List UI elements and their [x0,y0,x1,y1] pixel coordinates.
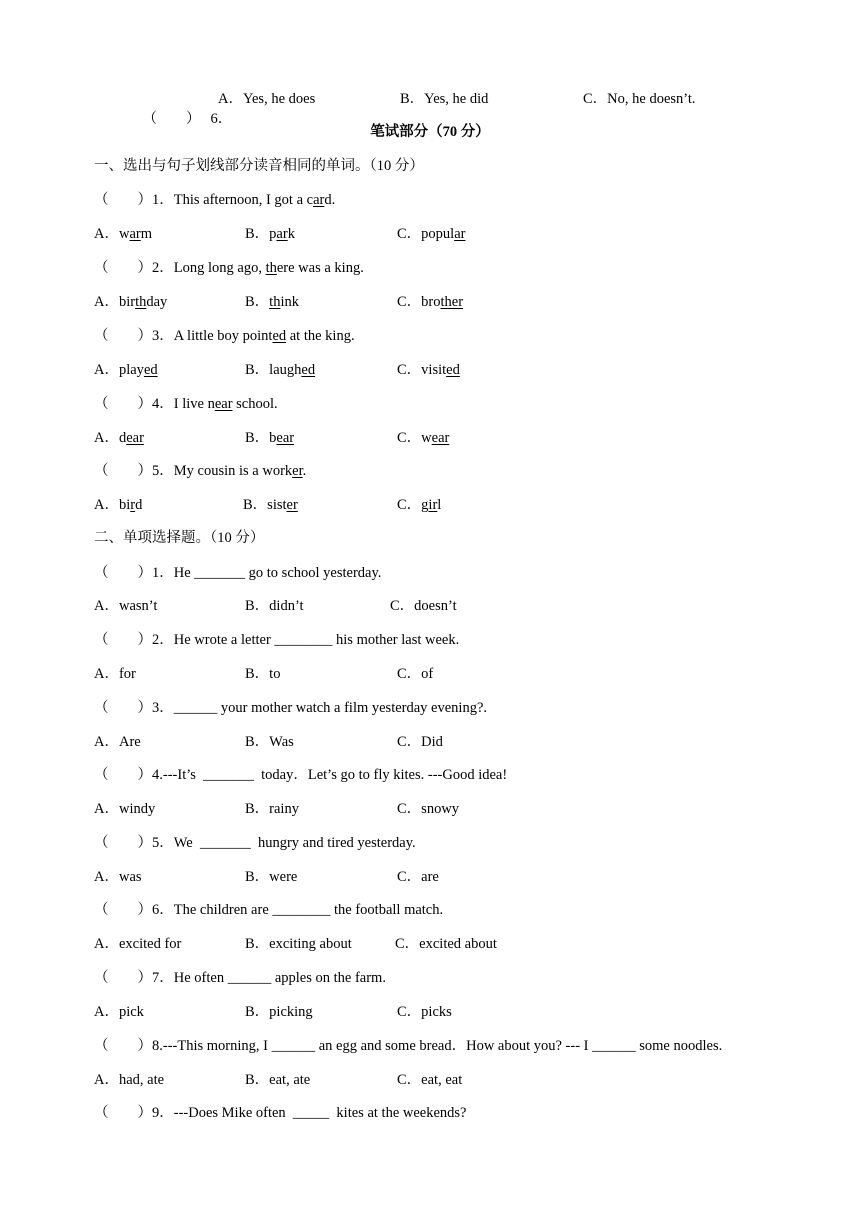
answer-paren: （ ） [94,463,152,479]
answer-paren: （ ） [94,767,152,783]
stem-text: at the king. [286,328,355,344]
option-b: B．think [245,294,299,310]
option-a: A．Yes, he does [218,91,316,107]
underlined-sound: ear [214,396,233,412]
underlined-sound: th [265,260,277,276]
s2-question-5 [94,833,416,853]
option-b: B．eat, ate [245,1072,311,1088]
option-b: B．picking [245,1004,313,1020]
stem-text: 8.---This morning, I ______ an egg and some bread．How about you? --- I ______ some noodles. [152,1038,723,1054]
s1-question-4 [94,394,278,414]
stem-text: 2．Long long ago, [152,260,266,276]
option-b: B．bear [245,430,295,446]
answer-paren: （ ） [94,970,152,986]
option-a: A．wasn’t [94,598,158,614]
option-c: C．of [397,666,434,682]
option-b: B．were [245,869,298,885]
option-a: A．birthday [94,294,168,310]
question-top-6 [128,89,233,127]
option-a: A．played [94,362,158,378]
stem-text: 5．We _______ hungry and tired yesterday. [152,835,416,851]
written-part-title: 笔试部分（70 分） [370,124,490,140]
option-b: B．laughed [245,362,316,378]
answer-paren: （ ） [94,396,152,412]
s2-question-2 [94,630,459,650]
underlined-sound: ar [313,192,325,208]
option-b: B．rainy [245,801,299,817]
stem-text: . [302,463,307,479]
s2-question-1 [94,563,381,583]
stem-text: school. [232,396,278,412]
answer-paren: （ ） [94,1105,152,1121]
option-c: C．Did [397,734,443,750]
stem-text: 2．He wrote a letter ________ his mother last week. [152,632,460,648]
s1-question-5 [94,461,306,481]
option-c: C．wear [397,430,450,446]
option-b: B．didn’t [245,598,304,614]
option-c: C．excited about [395,936,497,952]
s2-question-9 [94,1103,466,1123]
option-c: C．visited [397,362,460,378]
s2-question-7 [94,968,386,988]
section2-title: 二、单项选择题。（10 分） [94,530,265,546]
stem-text: 4.---It’s _______ today．Let’s go to fly kites. ---Good idea! [152,767,508,783]
s1-question-2 [94,258,364,278]
question-number: 6． [210,111,233,127]
answer-paren: （ ） [94,1038,152,1054]
option-a: A．bird [94,497,143,513]
s2-question-8 [94,1036,722,1056]
option-a: A．for [94,666,136,682]
option-a: A．pick [94,1004,144,1020]
option-b: B．to [245,666,281,682]
s1-question-3 [94,326,355,346]
answer-paren: （ ） [94,700,152,716]
option-c: C．brother [397,294,464,310]
stem-text: 1．This afternoon, I got a c [152,192,314,208]
option-c: C．popular [397,226,466,242]
option-a: A．Are [94,734,141,750]
answer-paren: （ ） [142,111,201,127]
stem-text: ere was a king. [276,260,364,276]
option-c: C．eat, eat [397,1072,463,1088]
s2-question-3 [94,698,487,718]
option-c: C．are [397,869,439,885]
stem-text: 6．The children are ________ the football match. [152,902,444,918]
s2-question-6 [94,900,443,920]
option-b: B．Yes, he did [400,91,489,107]
option-a: A．excited for [94,936,182,952]
answer-paren: （ ） [94,835,152,851]
stem-text: 9．---Does Mike often _____ kites at the weekends? [152,1105,467,1121]
option-a: A．had, ate [94,1072,165,1088]
stem-text: d. [324,192,336,208]
s2-question-4 [94,765,507,785]
option-a: A．dear [94,430,144,446]
stem-text: 1．He _______ go to school yesterday. [152,565,382,581]
underlined-sound: er [292,463,303,479]
stem-text: 3．A little boy point [152,328,273,344]
option-a: A．warm [94,226,152,242]
answer-paren: （ ） [94,632,152,648]
answer-paren: （ ） [94,328,152,344]
stem-text: 5．My cousin is a work [152,463,293,479]
answer-paren: （ ） [94,565,152,581]
option-a: A．windy [94,801,156,817]
option-b: B．exciting about [245,936,352,952]
answer-paren: （ ） [94,902,152,918]
option-a: A．was [94,869,142,885]
section1-title: 一、选出与句子划线部分读音相同的单词。（10 分） [94,158,424,174]
answer-paren: （ ） [94,260,152,276]
s1-question-1 [94,190,335,210]
option-c: C．No, he doesn’t. [583,91,696,107]
stem-text: 7．He often ______ apples on the farm. [152,970,386,986]
option-b: B．park [245,226,295,242]
option-c: C．picks [397,1004,452,1020]
option-c: C．girl [397,497,442,513]
answer-paren: （ ） [94,192,152,208]
option-b: B．Was [245,734,294,750]
option-c: C．snowy [397,801,460,817]
option-c: C．doesn’t [390,598,457,614]
underlined-sound: ed [272,328,287,344]
option-b: B．sister [243,497,298,513]
stem-text: 4．I live n [152,396,215,412]
stem-text: 3．______ your mother watch a film yesterday evening?. [152,700,488,716]
